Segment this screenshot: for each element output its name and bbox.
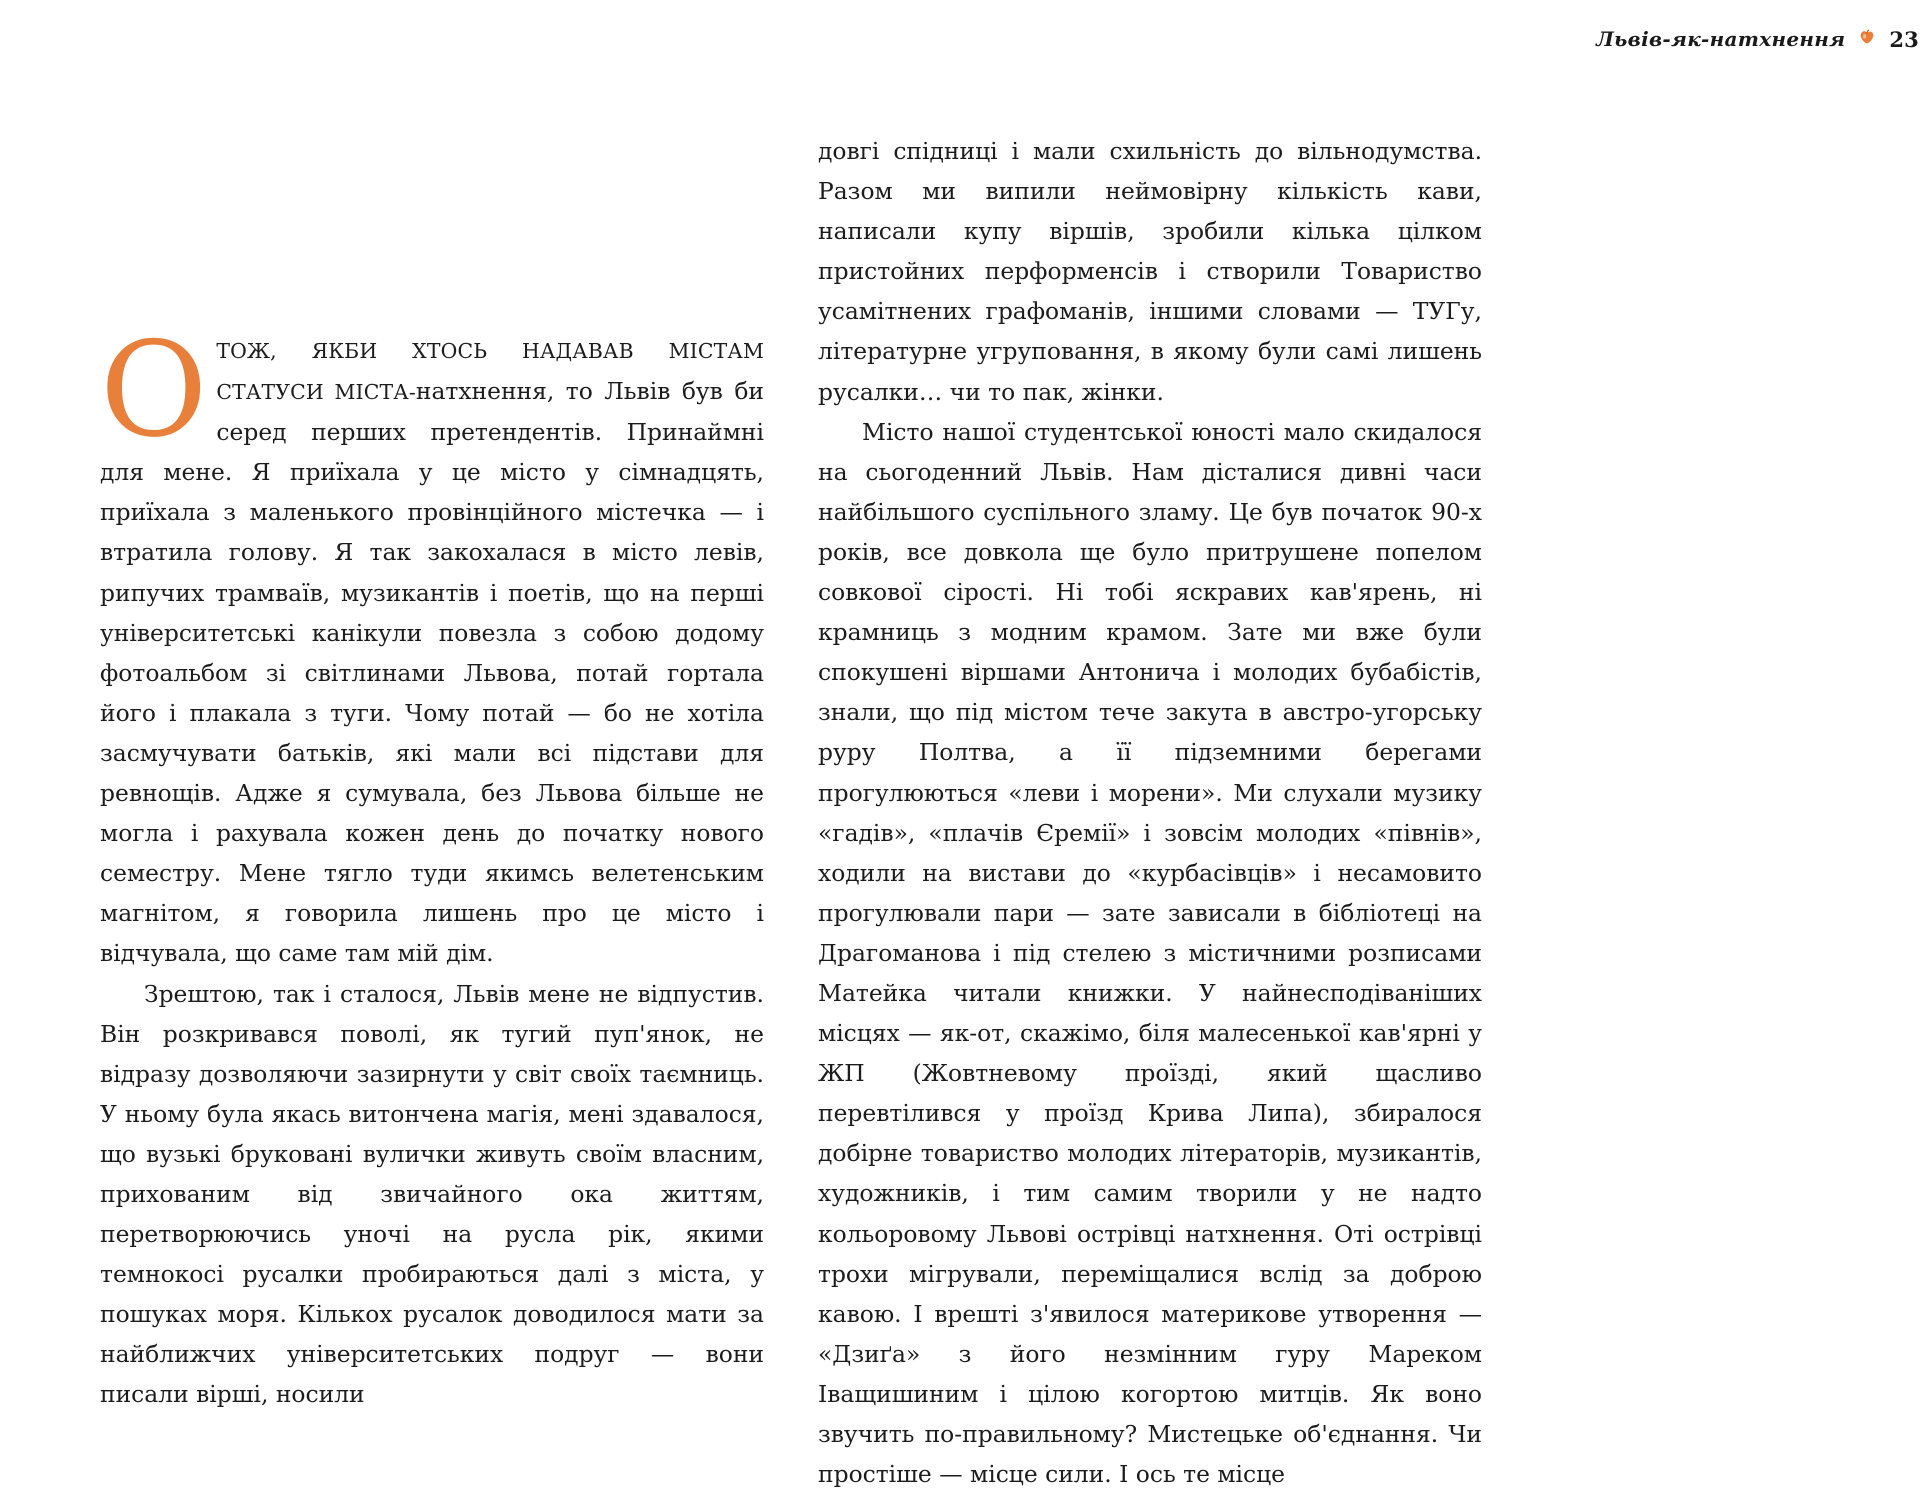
paragraph xyxy=(818,412,1482,1494)
paragraph-text: довгі спідниці і мали схильність до вільнодумства. Разом ми випили неймовірну кількість кави, написали купу віршів, зробили кілька цілком пристойних перформенсів і створили Товариство усамітнених графоманів, іншими словами — ТУГу, літературне угруповання, в якому були самі лишень русалки… чи то пак, жінки. xyxy=(818,137,1482,406)
lead-smallcaps: ТОЖ, ЯКБИ ХТОСЬ НАДАВАВ МІСТАМ СТАТУСИ МІСТА- xyxy=(216,339,764,405)
paragraph-text: Місто нашої студентської юності мало скидалося на сьогоденний Львів. Нам дісталися дивні часи найбільшого суспільного зламу. Це був початок 90-х років, все довкола ще було притрушене попелом совкової сірості. Ні тобі яскравих кав'ярень, ні крамниць з модним крамом. Зате ми вже були спокушені віршами Антонича і молодих бубабістів, знали, що під містом тече закута в австро-угорську руру Полтва, а її підземними берегами прогулюються «леви і морени». Ми слухали музику «гадів», «плачів Єремії» і зовсім молодих «півнів», ходили на вистави до «курбасівців» і несамовито прогулювали пари — зате зависали в бібліотеці на Драгоманова і під стелею з містичними розписами Матейка читали книжки. У найнесподіваніших місцях — як-от, скажімо, біля малесенької кав'ярні у ЖП (Жовтневому проїзді, який щасливо перевтілився у проїзд Крива Липа), збиралося добірне товариство молодих літераторів, музикантів, художників, і тим самим творили у не надто кольоровому Львові острівці натхнення. Оті острівці трохи мігрували, переміщалися вслід за доброю кавою. І врешті з'явилося материкове утворення — «Дзиґа» з його незмінним гуру Мареком Іващишиним і цілою когортою митців. Як воно звучить по-правильному? Мистецьке об'єднання. Чи простіше — місце сили. І ось те місце xyxy=(818,417,1482,1489)
paragraph xyxy=(100,974,764,1415)
page-number: 23 xyxy=(1889,26,1919,52)
column-right xyxy=(818,131,1482,1494)
paragraph-continuation xyxy=(818,131,1482,412)
paragraph-text: Зрештою, так і сталося, Львів мене не відпустив. Він розкривався поволі, як тугий пуп'янок, не відразу дозволяючи зазирнути у світ своїх таємниць. У ньому була якась витончена магія, мені здавалося, що вузькі бруковані вулички живуть своїм власним, прихованим від звичайного ока життям, перетворюючись уночі на русла рік, якими темнокосі русалки пробираються далі з міста, у пошуках моря. Кількох русалок доводилося мати за найближчих університетських подруг — вони писали вірші, носили xyxy=(100,979,764,1409)
drop-cap: О xyxy=(100,313,208,466)
running-head-title: Львів-як-натхнення xyxy=(1596,27,1846,51)
column-left xyxy=(100,313,764,1415)
paragraph-opening xyxy=(100,313,764,974)
paragraph-text: натхнення, то Львів був би серед перших претендентів. Принаймні для мене. Я приїхала у це місто у сімнадцять, приїхала з маленького провінційного містечка — і втратила голову. Я так закохалася в місто левів, рипучих трамваїв, музикантів і поетів, що на перші університетські канікули повезла з собою додому фотоальбом зі світлинами Львова, потай гортала його і плакала з туги. Чому потай — бо не хотіла засмучувати батьків, які мали всі підстави для ревнощів. Адже я сумувала, без Львова більше не могла і рахувала кожен день до початку нового семестру. Мене тягло туди якимсь велетенським магнітом, я говорила лишень про це місто і відчувала, що саме там мій дім. xyxy=(100,377,764,968)
